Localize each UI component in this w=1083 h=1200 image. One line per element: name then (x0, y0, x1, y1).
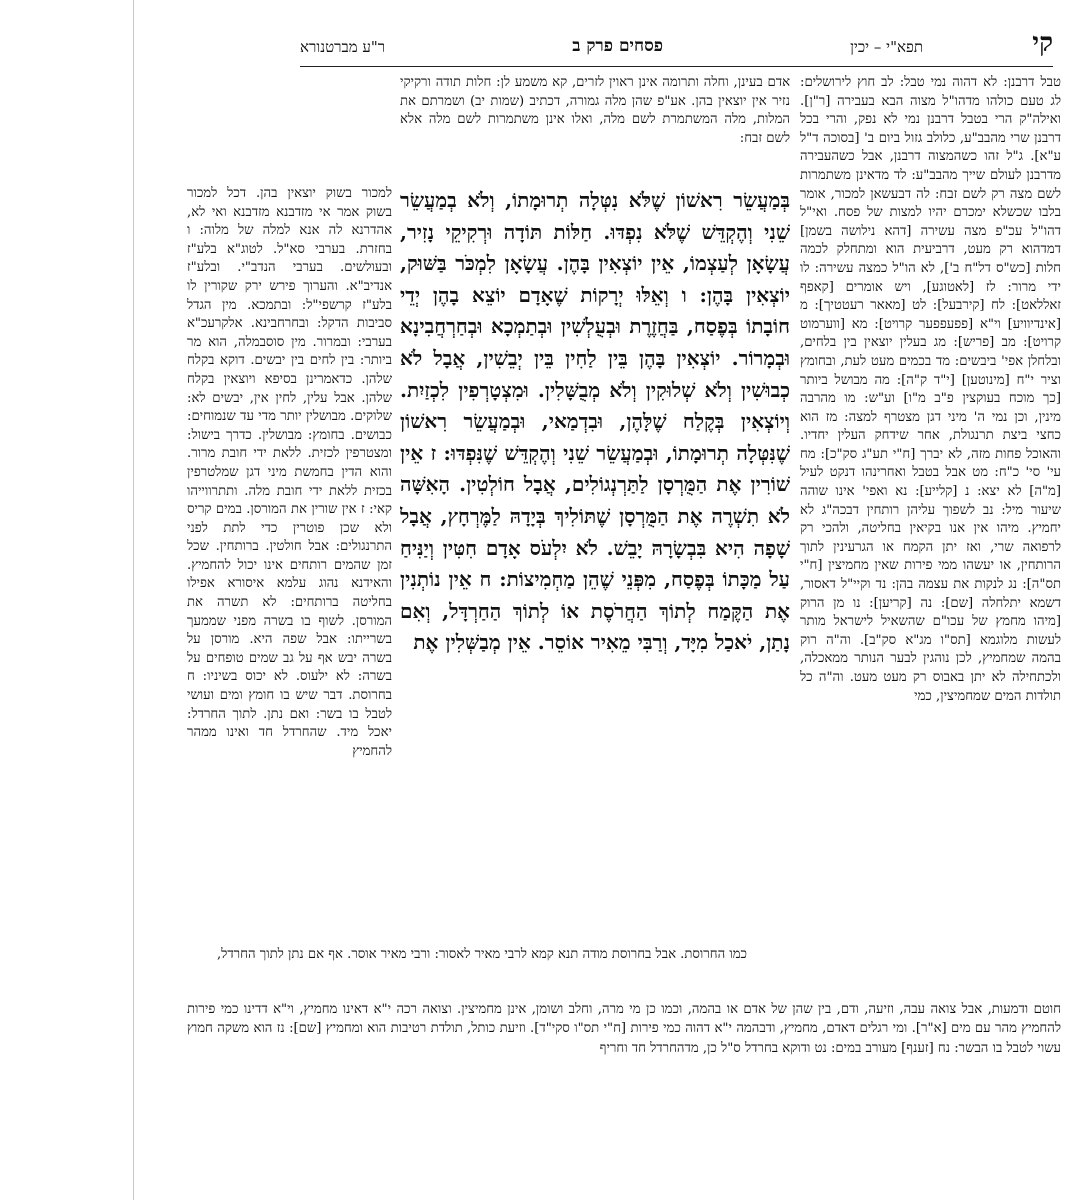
page-header (300, 28, 1053, 68)
bartenura-header: ר"ע מברטנורא (300, 38, 386, 56)
mishnah-text: בְּמַעֲשֵׂר רִאשׁוֹן שֶׁלֹּא נִטְּלָה תְרוּמָתוֹ, וְלֹא בְמַעֲשֵׂר שֵׁנִי וְהֶקְדֵּשׁ שֶׁלֹּא נִפְדּוּ. חַלּוֹת תּוֹדָה וּרְקִיקֵי נָזִיר, עֲשָׂאָן לְעַצְמוֹ, אֵין יוֹצְאִין בָּהֶן. עֲשָׂאָן לִמְכֹּר בַּשּׁוּק, יוֹצְאִין בָּהֶן: ו וְאֵלּוּ יְרָקוֹת שֶׁאָדָם יוֹצֵא בָהֶן יְדֵי חוֹבָתוֹ בְּפֶסַח, בַּחֲזֶרֶת וּבְעֻלְשִׁין וּבְתַמְכָא וּבְחַרְחֲבִינָא וּבְמָרוֹר. יוֹצְאִין בָּהֶן בֵּין לַחִין בֵּין יְבֵשִׁין, אֲבָל לֹא כְבוּשִׁין וְלֹא שְׁלוּקִין וְלֹא מְבֻשָּׁלִין. וּמִצְטָרְפִין לִכְזַיִת. וְיוֹצְאִין בְּקֶלַח שֶׁלָּהֶן, וּבִדְמַאי, וּבְמַעֲשֵׂר רִאשׁוֹן שֶׁנִּטְּלָה תְרוּמָתוֹ, וּבְמַעֲשֵׂר שֵׁנִי וְהֶקְדֵּשׁ שֶׁנִּפְדּוּ: ז אֵין שׁוֹרִין אֶת הַמֻּרְסָן לַתַּרְנְגוֹלִים, אֲבָל חוֹלְטִין. הָאִשָּׁה לֹא תִשְׁרֶה אֶת הַמֻּרְסָן שֶׁתּוֹלִיךְ בְּיָדָהּ לַמֶּרְחָץ, אֲבָל שָׁפָה הִיא בִּבְשָׂרָהּ יָבֵשׁ. לֹא יִלְעֹס אָדָם חִטִּין וְיַנִּיחַ עַל מַכָּתוֹ בְּפֶסַח, מִפְּנֵי שֶׁהֵן מַחְמִיצוֹת: ח אֵין נוֹתְנִין אֶת הַקֶּמַח לְתוֹךְ הַחֲרֹסֶת אוֹ לְתוֹךְ הַחַרְדָּל, וְאִם נָתַן, יֹאכַל מִיָּד, וְרַבִּי מֵאִיר אוֹסֵר. אֵין מְבַשְּׁלִין אֶת (400, 188, 790, 655)
yachin-header: תפא"י – יכין (850, 38, 923, 56)
page-number: קי (1032, 28, 1053, 58)
yachin-bottom-block (187, 1000, 1061, 1058)
bartenura-top-block (400, 74, 790, 184)
mishnah-column (400, 185, 790, 933)
yachin-commentary-column (800, 74, 1061, 706)
bartenura-left-column (187, 185, 392, 933)
yachin-bottom-text: חוטם ודמעות, אבל צואה עבה, וזיעה, ודם, בין שהן של אדם או בהמה, וכמו כן מי מרה, וחלב ושומן, אינן מחמיצין. וצואה רכה י"א דאינו מחמיץ, וי"א דדינו כמי פירות להחמיץ מהר עם מים [א"ר]. ומי רגלים דאדם, מחמיץ, ודבהמה י"א דהוה כמי פירות [ח"י תס"ו סקי"ד]. וזיעת כותל, תולדת רטיבות הוא ומחמיץ [שם]: נז הוא משקה חמוץ עשוי לטבל בו הבשר: נח [זענף] מעורב במים: נט ודוקא בחרדל ס"ל כן, מדהחרדל חד וחריף (187, 1002, 1061, 1056)
bartenura-bottom-block (187, 945, 747, 964)
header-rule (300, 66, 1053, 67)
bartenura-bottom-text: כמו החרוסת. אבל בחרוסת מודה תנא קמא לרבי מאיר לאסור: ורבי מאיר אוסר. אף אם נתן לתוך החרדל, (216, 947, 747, 962)
bartenura-left-text: למכור בשוק יוצאין בהן. דכל למכור בשוק אמר אי מזדבנא מזדבנא ואי לא, אהדרנא לה אנא למלה של מלוה: ו בחזרת. בערבי סא"ל. לטוג"א בלע"ז ובעולשים. בערבי הנדב"י. ובלע"ז אנדיב"א. והערוך פירש ירק שקורין לו בלע"ז קרשפי"ל: ובתמכא. מין הגדל סביבות הדקל: ובחרחבינא. אלקרעכ"א בערבי: ובמרור. מין סוסבמלה, הוא מר ביותר: בין לחים בין יבשים. דוקא בקלח שלהן. כדאמרינן בסיפא ויוצאין בקלח שלהן. אבל עלין, לחין אין, יבשים לא: שלוקים. מבושלין יותר מדי עד שנמוחים: כבושים. בחומץ: מבושלין. כדרך בישול: ומצטרפין לכזית. ללאת ידי חובת מרור. והוא הדין בחמשת מיני דגן שמלטרפין בכזית ללאת ידי חובת מלה. ותתרווייהו קאי: ז אין שורין את המורסן. במים קריס ולא שכן פוטרין כדי לתת לפני התרנגולים: אבל חולטין. ברותחין. שכל זמן שהמים רותחים אינו יכול להחמיץ. והאידנא נהוג עלמא איסורא אפילו בחליטה ברותחים: לא תשרה את המורסן. לשוף בו בשרה מפני שממעך בשרייתו: אבל שפה היא. מורסן על בשרה יבש אף על גב שמים טופחים על בשרה: לא ילעוס. לא יכוס בשיניו: ח בחרוסת. דבר שיש בו חומץ ומים ועושי לטבל בו בשר: ואם נתן. לתוך החרדל: יאכל מיד. שהחרדל חד ואינו ממהר להחמיץ (187, 186, 392, 759)
page-margin-line (133, 0, 134, 1200)
chapter-title: פסחים פרק ב (572, 36, 663, 56)
yachin-commentary-text: טבל דרבנן: לא דהוה נמי טבל: לב חוץ לירושלים: לג טעם כולהו מדהו"ל מצוה הבא בעבירה [ר"ן]. ואילה"ק הרי בטבל דרבנן נמי לא נפק, והרי בכל דרבנן שרי מהבב"ע, כלולב גזול ביום ב' [בסוכה ד"ל ע"א]. ג"ל זהו כשהמצוה דרבנן, אבל כשהעבירה מדרבנן לעולם שייך מהבב"ע: לד מדאינן משתמרות לשם מצה רק לשם זבח: לה דבעשאן למכור, אומר בלבו שכשלא ימכרם יהיו למצות של פסח. ואי"ל דהו"ל עכ"פ מצה עשירה [דהא נילושה בשמן] דמדהוא רק מעט, דרביעית הוא ומתחלק לכמה חלות [כש"ס דל"ח ב'], לא הו"ל כמצה עשירה: לו ידי מרור: לז [לאטוגע], ויש אומרים [קאפף זאללאט]: לח [קירבעל]: לט [מאאר רעטטיך]: מ [אינדיוויע] וי"א [פפעפפער קרויט]: מא [ווערמוט קרויט]: מב [פריש]: מג בעלין יוצאין בין בלחים, ובלחלן אפי' ביבשים: מד בכמים מעט לעת, ובחומץ וציר י"ח [מינוטען] [י"ד ק"ה]: מה מבושל ביותר [כך מוכח בעוקצין פ"ב מ"ו] וע"ש: מו מהרבה מינין, וכן נמי ה' מיני דגן מצטרף למצה: מז הוא כחצי ביצת תרנגולת, אחר שידחק העלין יחדיו. והאוכל פחות מזה, לא יברך [ח"י תע"ג סק"כ]: מח עי' סי' כ"ח: מט אבל בטבל ואחרינהו דנקט לעיל [מ"ה] לא יצא: נ [קלייע]: נא ואפי' אינו שוהה שיעור מיל: נב לשפוך עליהן רותחין דבכה"ג לא יחמיץ. מיהו אין אנו בקיאין בחליטה, ולהכי רק לרפואה שרי, ואז יתן הקמח או הגרעינין לתוך הרותחין, או יעשהו ממי פירות שאין מחמיצין [ח"י תס"ה]: נג לנקות את עצמה בהן: נד וקיי"ל דאסור, דשמא יתלחלה [שם]: נה [קריען]: נו מן הרוק [מיהו מחמץ של עכו"ם שהשאיל לישראל מותר לעשות מלוגמא [תס"ו מג"א סק"ב]. וה"ה רוק בהמה שמחמיץ, לכן נוהגין לבער הנותר ממאכלה, ולכתחילה לא יתן באבוס רק מעט מעט. וה"ה כל תולדות המים שמחמיצין, כמי (800, 75, 1061, 704)
bartenura-top-text: אדם בעינן, וחלה ותרומה אינן ראוין לזרים, קא משמע לן: חלות תודה ורקיקי נזיר אין יוצאין בהן. אע"פ שהן מלה גמורה, דכתיב (שמות יב) ושמרתם את המלות, מלה המשתמרת לשם מלה, ואלו אינן משתמרות לשם מלה אלא לשם זבח: (400, 75, 790, 146)
